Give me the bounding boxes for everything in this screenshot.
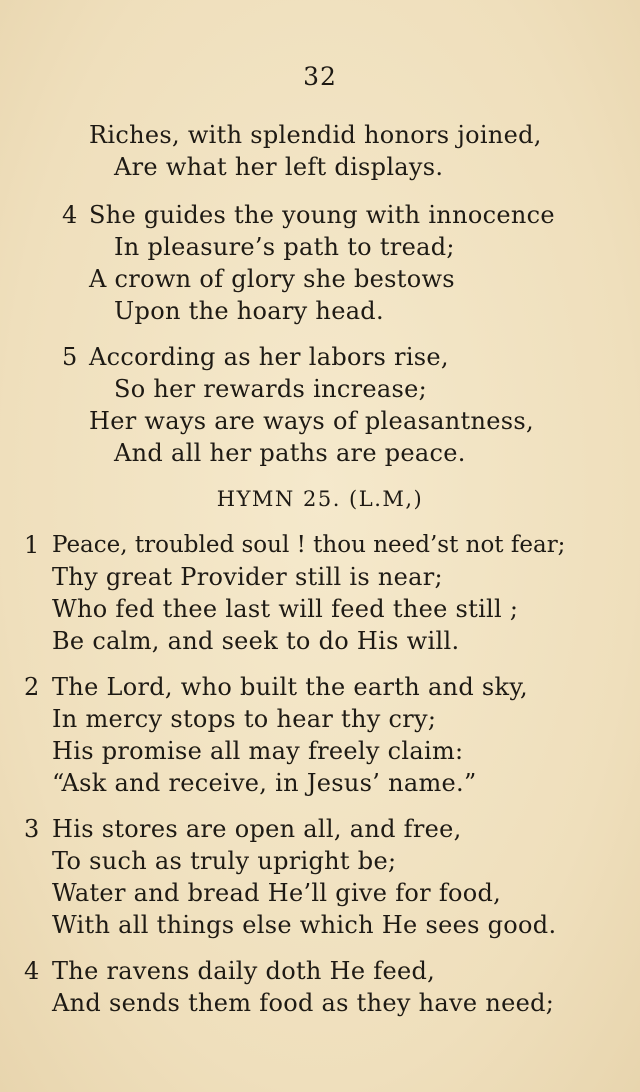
- verse-line: Who fed thee last will feed thee still ;: [52, 595, 519, 623]
- verse-line: Peace, troubled soul ! thou need’st not fear;: [52, 532, 566, 558]
- verse-line: A crown of glory she bestows: [89, 265, 455, 293]
- verse-line: The ravens daily doth He feed,: [52, 957, 436, 985]
- verse-line: Thy great Provider still is near;: [52, 563, 443, 591]
- verse-line: In pleasure’s path to tread;: [114, 233, 455, 261]
- verse-line: Riches, with splendid honors joined,: [89, 121, 542, 149]
- stanza-number: 4: [24, 957, 40, 985]
- stanza-number: 2: [24, 673, 40, 701]
- verse-line: His stores are open all, and free,: [52, 815, 462, 843]
- hymn-title: HYMN 25. (L.M,): [216, 487, 424, 511]
- verse-line: “Ask and receive, in Jesus’ name.”: [52, 769, 477, 797]
- verse-line: She guides the young with innocence: [89, 201, 555, 229]
- stanza-number: 4: [62, 201, 78, 229]
- verse-line: His promise all may freely claim:: [52, 737, 464, 765]
- verse-line: Be calm, and seek to do His will.: [52, 627, 460, 655]
- verse-line: According as her labors rise,: [89, 343, 449, 371]
- verse-line: Upon the hoary head.: [114, 297, 384, 325]
- stanza-number: 1: [24, 531, 40, 559]
- verse-line: Water and bread He’ll give for food,: [52, 879, 502, 907]
- verse-line: So her rewards increase;: [114, 375, 427, 403]
- stanza-number: 5: [62, 343, 78, 371]
- verse-line: With all things else which He sees good.: [52, 911, 557, 939]
- verse-line: And all her paths are peace.: [114, 439, 466, 467]
- verse-line: Her ways are ways of pleasantness,: [89, 407, 534, 435]
- stanza-number: 3: [24, 815, 40, 843]
- verse-line: To such as truly upright be;: [52, 847, 397, 875]
- verse-line: In mercy stops to hear thy cry;: [52, 705, 437, 733]
- verse-line: Are what her left displays.: [114, 153, 444, 181]
- page-number: 32: [303, 62, 337, 91]
- verse-line: And sends them food as they have need;: [52, 989, 555, 1017]
- verse-line: The Lord, who built the earth and sky,: [52, 673, 528, 701]
